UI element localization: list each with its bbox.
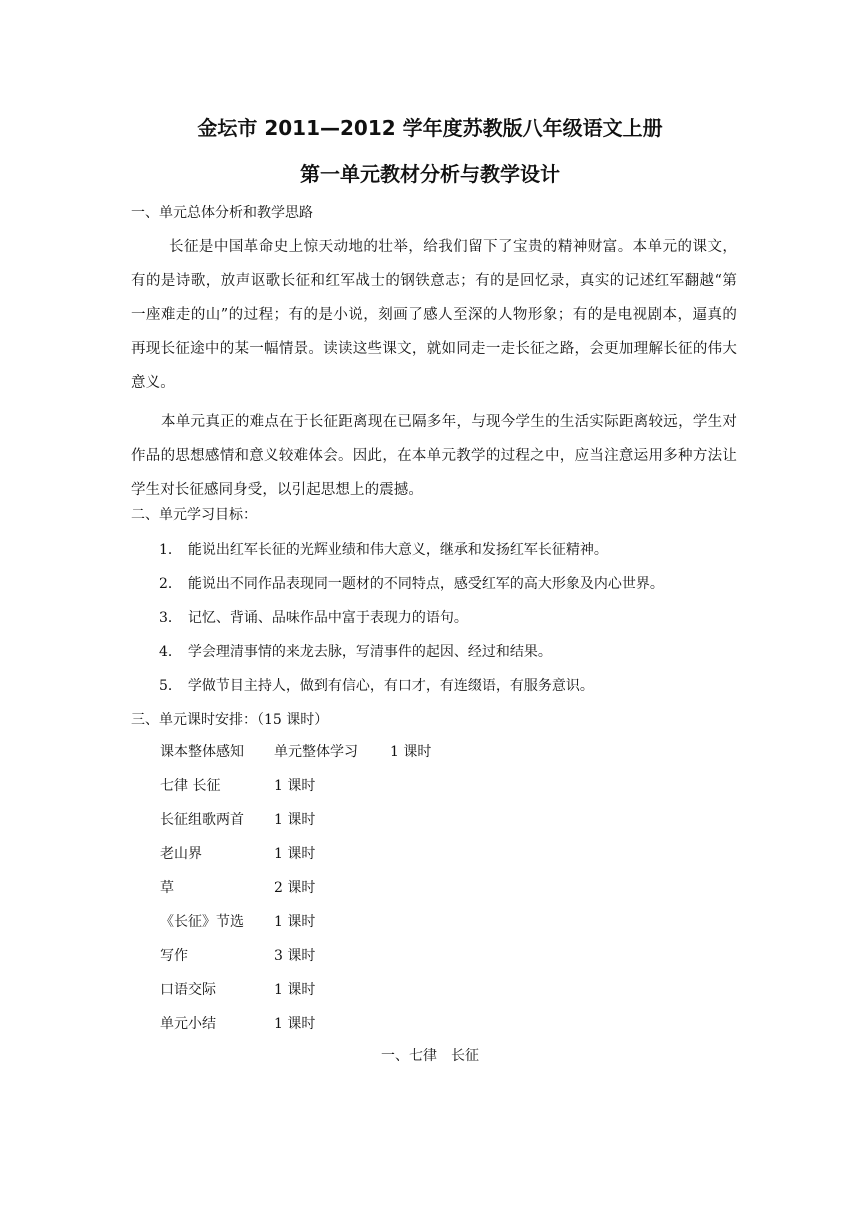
goal-item — [159, 607, 749, 629]
goal-number: 4． — [159, 644, 182, 660]
lesson-hours: 1 课时 — [274, 982, 316, 998]
lesson-name: 草 — [160, 880, 174, 896]
schedule-row — [160, 774, 315, 798]
schedule-row — [160, 944, 315, 968]
goal-item — [159, 641, 749, 663]
lesson-hours: 1 课时 — [274, 812, 316, 828]
goal-text: 学会理清事情的来龙去脉，写清事件的起因、经过和结果。 — [187, 644, 552, 660]
goal-item — [159, 573, 749, 595]
schedule-row — [160, 1012, 315, 1036]
goal-item — [159, 539, 749, 561]
overview-paragraph-2: 本单元真正的难点在于长征距离现在已隔多年，与现今学生的生活实际距离较远，学生对作品的思想感情和意义较难体会。因此，在本单元教学的过程之中，应当注意运用多种方法让学生对长征感同身受，以引起思想上的震撼。 — [131, 414, 737, 498]
schedule-row — [160, 876, 315, 900]
goal-text: 记忆、背诵、品味作品中富于表现力的语句。 — [187, 610, 468, 626]
document-subtitle: 第一单元教材分析与教学设计 — [300, 162, 560, 186]
lesson-hours: 3 课时 — [274, 948, 316, 964]
lesson-hours: 1 课时 — [390, 744, 432, 760]
lesson-name: 课本整体感知 — [160, 744, 244, 760]
schedule-row — [160, 978, 315, 1002]
schedule-row — [160, 740, 431, 764]
lesson-name: 老山界 — [160, 846, 202, 862]
lesson-name: 口语交际 — [160, 982, 216, 998]
section-heading-overview: 一、单元总体分析和教学思路 — [131, 205, 313, 221]
lesson-hours: 1 课时 — [274, 778, 316, 794]
goal-number: 1． — [159, 542, 182, 558]
goal-item — [159, 675, 749, 697]
section-heading-schedule: 三、单元课时安排：（15 课时） — [131, 712, 329, 728]
goal-text: 能说出不同作品表现同一题材的不同特点，感受红军的高大形象及内心世界。 — [187, 576, 664, 592]
schedule-row — [160, 842, 315, 866]
lesson-name: 《长征》节选 — [160, 914, 244, 930]
lesson-hours: 1 课时 — [274, 914, 316, 930]
schedule-row — [160, 910, 315, 934]
schedule-row — [160, 808, 315, 832]
document-title: 金坛市 2011—2012 学年度苏教版八年级语文上册 — [197, 116, 663, 140]
lesson-type: 单元整体学习 — [274, 744, 358, 760]
goal-text: 能说出红军长征的光辉业绩和伟大意义，继承和发扬红军长征精神。 — [187, 542, 608, 558]
lesson-name: 七律 长征 — [160, 778, 221, 794]
goal-number: 5． — [159, 678, 182, 694]
lesson-name: 长征组歌两首 — [160, 812, 244, 828]
lesson-hours: 2 课时 — [274, 880, 316, 896]
goal-number: 2． — [159, 576, 182, 592]
goal-text: 学做节目主持人，做到有信心，有口才，有连缀语，有服务意识。 — [187, 678, 594, 694]
lesson-hours: 1 课时 — [274, 846, 316, 862]
next-section-heading: 一、七律 长征 — [381, 1048, 479, 1064]
section-heading-goals: 二、单元学习目标： — [131, 507, 257, 523]
lesson-name: 单元小结 — [160, 1016, 216, 1032]
lesson-name: 写作 — [160, 948, 188, 964]
overview-paragraph-1: 长征是中国革命史上惊天动地的壮举，给我们留下了宝贵的精神财富。本单元的课文，有的是诗歌，放声讴歌长征和红军战士的钢铁意志；有的是回忆录，真实的记述红军翻越“第一座难走的山”的过程；有的是小说，刻画了感人至深的人物形象；有的是电视剧本，逼真的再现长征途中的某一幅情景。读读这些课文，就如同走一走长征之路，会更加理解长征的伟大意义。 — [131, 239, 737, 391]
goal-number: 3． — [159, 610, 182, 626]
lesson-hours: 1 课时 — [274, 1016, 316, 1032]
